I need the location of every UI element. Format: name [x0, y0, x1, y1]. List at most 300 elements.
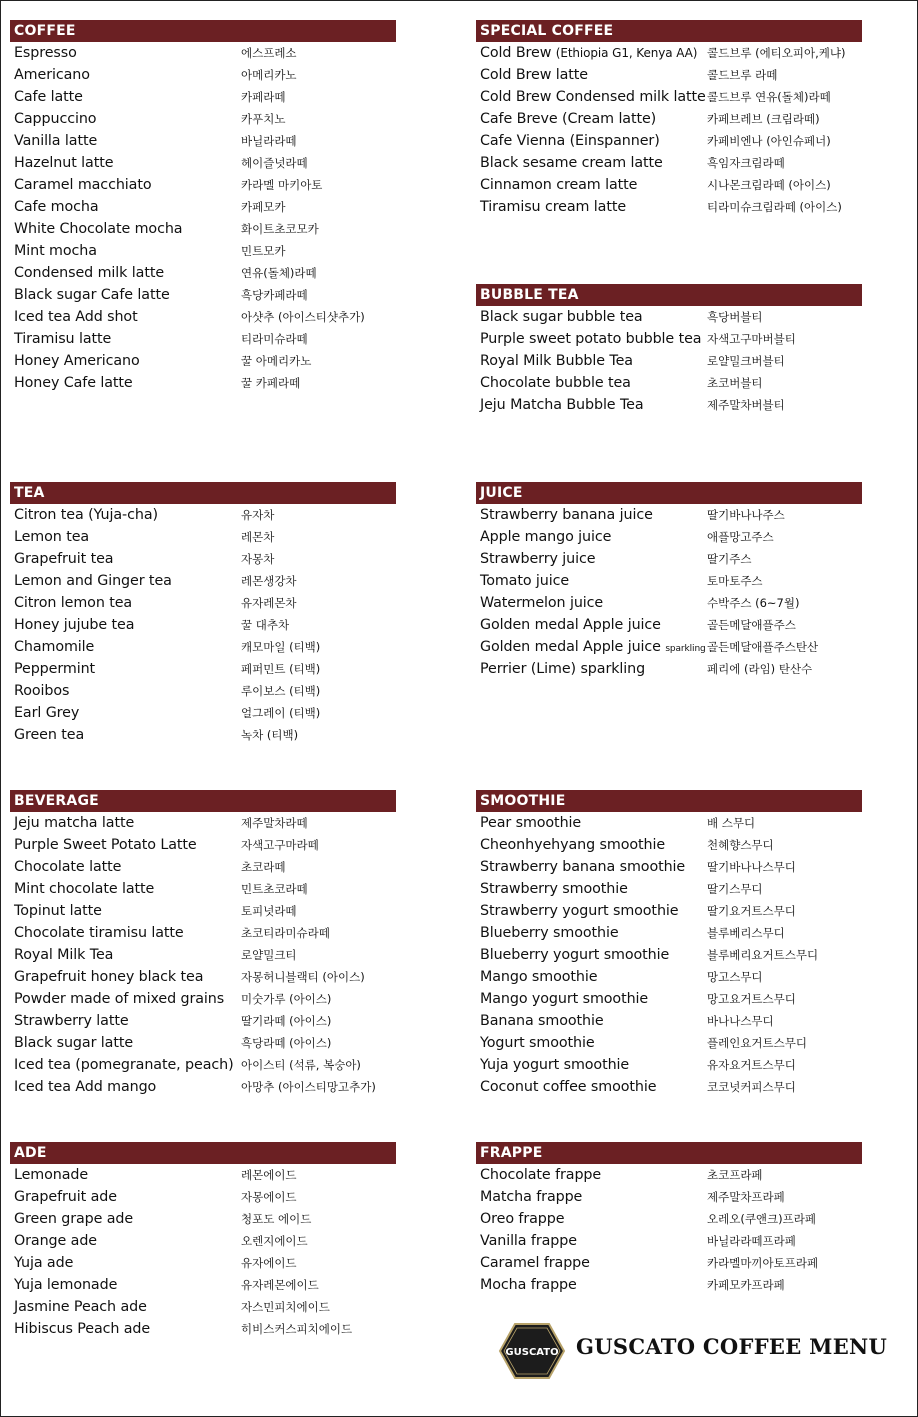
- item-name-en-text: Tiramisu latte: [14, 331, 112, 347]
- item-name-en: [480, 900, 678, 922]
- item-name-en-text: Condensed milk latte: [14, 265, 165, 281]
- item-name-en-text: Honey jujube tea: [14, 617, 135, 633]
- item-name-en: [480, 966, 597, 988]
- item-name-en-text: Tomato juice: [480, 573, 570, 589]
- section-title: TEA: [10, 482, 396, 504]
- menu-item: [14, 196, 396, 218]
- item-name-ko: 히비스커스피치에이드: [241, 1322, 353, 1336]
- item-name-en-text: Purple sweet potato bubble tea: [480, 331, 702, 347]
- item-name-ko: 제주말차프라페: [707, 1190, 785, 1204]
- item-name-en: [14, 1252, 73, 1274]
- item-name-en-text: Honey Cafe latte: [14, 375, 133, 391]
- item-name-en: [14, 680, 69, 702]
- menu-item: [14, 1296, 396, 1318]
- item-name-ko: 유자요거트스무디: [707, 1058, 796, 1072]
- item-name-ko: 헤이즐넛라떼: [241, 156, 308, 170]
- menu-item: [14, 966, 396, 988]
- menu-item: [480, 1230, 862, 1252]
- item-name-ko: 카라멜마끼아토프라페: [707, 1256, 819, 1270]
- item-name-ko: 화이트초코모카: [241, 222, 319, 236]
- menu-item: [14, 856, 396, 878]
- item-name-ko: 배 스무디: [707, 816, 756, 830]
- item-name-en-text: Cafe latte: [14, 89, 83, 105]
- item-name-en: [480, 42, 697, 64]
- item-name-en: [480, 526, 611, 548]
- menu-item: [14, 328, 396, 350]
- item-name-en-text: Caramel frappe: [480, 1255, 590, 1271]
- menu-item: [14, 350, 396, 372]
- item-name-en: [480, 86, 706, 108]
- item-name-ko: 자색고구마버블티: [707, 332, 796, 346]
- menu-item: [14, 1032, 396, 1054]
- item-name-en: [14, 1010, 129, 1032]
- item-name-ko: 자몽차: [241, 552, 275, 566]
- item-name-en: [14, 570, 172, 592]
- item-name-ko: 딸기스무디: [707, 882, 763, 896]
- item-name-en: [480, 64, 588, 86]
- item-name-en-text: Cold Brew Condensed milk latte: [480, 89, 706, 105]
- menu-item: [14, 42, 396, 64]
- item-name-en: [14, 86, 83, 108]
- item-name-en-text: Watermelon juice: [480, 595, 604, 611]
- menu-item: [14, 834, 396, 856]
- item-name-en: [480, 1076, 656, 1098]
- item-list: [476, 504, 862, 680]
- item-name-en: [480, 856, 685, 878]
- item-name-en: [480, 834, 665, 856]
- menu-item: [14, 174, 396, 196]
- item-name-en-text: Cafe Vienna (Einspanner): [480, 133, 660, 149]
- item-name-ko: 꿀 대추차: [241, 618, 290, 632]
- item-name-en: [14, 636, 94, 658]
- menu-item: [14, 306, 396, 328]
- item-name-en-text: Green tea: [14, 727, 85, 743]
- item-name-en-text: Cafe mocha: [14, 199, 99, 215]
- brand-block: [498, 1322, 898, 1380]
- item-name-ko: 카페라떼: [241, 90, 286, 104]
- item-name-en-text: Chocolate frappe: [480, 1167, 602, 1183]
- menu-item: [14, 1274, 396, 1296]
- item-name-en-text: Lemonade: [14, 1167, 89, 1183]
- item-name-en: [480, 1208, 564, 1230]
- menu-item: [480, 614, 862, 636]
- item-name-en: [14, 1318, 150, 1340]
- item-list: [476, 42, 862, 218]
- item-name-en-text: Grapefruit honey black tea: [14, 969, 204, 985]
- item-name-ko: 유자차: [241, 508, 275, 522]
- item-name-ko: 시나몬크림라떼 (아이스): [707, 178, 831, 192]
- item-name-en-text: Blueberry yogurt smoothie: [480, 947, 670, 963]
- item-name-ko: 골든메달애플주스탄산: [707, 640, 819, 654]
- item-name-en: [14, 218, 182, 240]
- menu-item: [480, 372, 862, 394]
- item-name-en-text: Iced tea (pomegranate, peach): [14, 1057, 234, 1073]
- item-name-en-text: Mango yogurt smoothie: [480, 991, 649, 1007]
- item-name-ko: 유자레몬차: [241, 596, 297, 610]
- item-name-en: [14, 130, 97, 152]
- item-name-ko: 코코넛커피스무디: [707, 1080, 796, 1094]
- item-name-en: [14, 658, 95, 680]
- item-name-en-text: Strawberry banana juice: [480, 507, 653, 523]
- section-juice: [476, 482, 862, 680]
- item-name-en: [14, 812, 134, 834]
- item-name-en: [14, 328, 111, 350]
- menu-item: [480, 636, 862, 658]
- item-name-en-text: Strawberry latte: [14, 1013, 129, 1029]
- menu-item: [480, 174, 862, 196]
- menu-item: [14, 1318, 396, 1340]
- item-name-en-text: Yuja lemonade: [14, 1277, 118, 1293]
- section-smoothie: [476, 790, 862, 1098]
- section-ade: [10, 1142, 396, 1340]
- item-name-ko: 아샷추 (아이스티샷추가): [241, 310, 365, 324]
- menu-item: [14, 108, 396, 130]
- item-name-en-text: Caramel macchiato: [14, 177, 152, 193]
- item-name-en: [14, 1054, 234, 1076]
- item-name-ko: 꿀 아메리카노: [241, 354, 312, 368]
- menu-item: [14, 86, 396, 108]
- item-name-ko: 바닐라라떼: [241, 134, 297, 148]
- item-name-en: [14, 1164, 88, 1186]
- item-name-en: [480, 306, 643, 328]
- item-name-en: [480, 394, 644, 416]
- item-name-en-text: Cold Brew latte: [480, 67, 588, 83]
- item-name-en-text: Earl Grey: [14, 705, 80, 721]
- item-name-ko: 초코프라페: [707, 1168, 763, 1182]
- item-name-ko: 카페모카: [241, 200, 286, 214]
- item-name-en: [480, 328, 701, 350]
- item-name-en: [14, 306, 138, 328]
- item-name-ko: 티라미슈라떼: [241, 332, 308, 346]
- menu-item: [480, 64, 862, 86]
- menu-item: [480, 878, 862, 900]
- item-name-ko: 페리에 (라임) 탄산수: [707, 662, 813, 676]
- item-name-ko: 아메리카노: [241, 68, 297, 82]
- section-coffee: [10, 20, 396, 394]
- item-name-ko: 카라멜 마키아토: [241, 178, 323, 192]
- item-name-en-text: Strawberry banana smoothie: [480, 859, 686, 875]
- item-name-ko: 페퍼민트 (티백): [241, 662, 321, 676]
- item-name-en-text: Chocolate latte: [14, 859, 122, 875]
- item-name-ko: 토피넛라떼: [241, 904, 297, 918]
- menu-item: [480, 1054, 862, 1076]
- item-name-en: [14, 900, 102, 922]
- section-title: BUBBLE TEA: [476, 284, 862, 306]
- item-name-en-text: Golden medal Apple juice: [480, 639, 661, 655]
- item-name-en-text: Black sugar bubble tea: [480, 309, 643, 325]
- menu-item: [480, 526, 862, 548]
- menu-item: [480, 306, 862, 328]
- item-name-ko: 티라미슈크림라떼 (아이스): [707, 200, 842, 214]
- item-name-ko: 미숫가루 (아이스): [241, 992, 332, 1006]
- item-name-en-text: Grapefruit tea: [14, 551, 114, 567]
- item-name-en-text: Banana smoothie: [480, 1013, 604, 1029]
- menu-item: [480, 1164, 862, 1186]
- item-name-en: [14, 152, 113, 174]
- item-name-en: [14, 988, 224, 1010]
- item-name-en-text: Chocolate tiramisu latte: [14, 925, 184, 941]
- menu-item: [480, 834, 862, 856]
- menu-item: [14, 658, 396, 680]
- menu-item: [14, 614, 396, 636]
- item-name-en: [14, 834, 197, 856]
- item-name-en-text: Mint mocha: [14, 243, 97, 259]
- item-name-en: [14, 350, 140, 372]
- section-frappe: [476, 1142, 862, 1296]
- item-name-ko: 흑당라떼 (아이스): [241, 1036, 332, 1050]
- menu-item: [480, 1186, 862, 1208]
- item-name-en-text: Pear smoothie: [480, 815, 582, 831]
- item-name-en-text: Iced tea Add shot: [14, 309, 138, 325]
- menu-item: [14, 592, 396, 614]
- item-name-ko: 에스프레소: [241, 46, 297, 60]
- menu-item: [480, 1076, 862, 1098]
- item-name-en: [14, 592, 132, 614]
- item-name-ko: 카페브레브 (크림라떼): [707, 112, 820, 126]
- menu-item: [14, 1230, 396, 1252]
- menu-item: [14, 548, 396, 570]
- item-name-en-text: Jasmine Peach ade: [14, 1299, 147, 1315]
- menu-item: [480, 1274, 862, 1296]
- item-name-en: [480, 1186, 582, 1208]
- item-name-en-text: Royal Milk Bubble Tea: [480, 353, 633, 369]
- menu-item: [480, 350, 862, 372]
- item-name-en: [14, 614, 134, 636]
- section-title: FRAPPE: [476, 1142, 862, 1164]
- item-name-en: [14, 1230, 97, 1252]
- item-name-en: [480, 130, 660, 152]
- menu-item: [480, 1032, 862, 1054]
- item-name-en: [14, 526, 89, 548]
- item-name-ko: 민트초코라떼: [241, 882, 308, 896]
- item-name-ko: 카페비엔나 (아인슈페너): [707, 134, 831, 148]
- menu-item: [14, 702, 396, 724]
- item-name-en: [480, 1274, 577, 1296]
- item-name-en-text: Yuja yogurt smoothie: [480, 1057, 630, 1073]
- item-name-en: [14, 856, 121, 878]
- item-name-ko: 토마토주스: [707, 574, 763, 588]
- item-name-en: [480, 350, 633, 372]
- menu-item: [480, 196, 862, 218]
- item-name-en-text: Perrier (Lime) sparkling: [480, 661, 646, 677]
- menu-item: [480, 504, 862, 526]
- item-name-ko: 로얄밀크티: [241, 948, 297, 962]
- menu-item: [14, 1164, 396, 1186]
- section-title: ADE: [10, 1142, 396, 1164]
- item-name-ko: 자색고구마라떼: [241, 838, 319, 852]
- item-name-en-text: Black sesame cream latte: [480, 155, 663, 171]
- item-list: [476, 812, 862, 1098]
- item-name-en: [14, 702, 79, 724]
- item-name-ko: 아망추 (아이스티망고추가): [241, 1080, 376, 1094]
- item-name-en: [480, 1054, 629, 1076]
- menu-item: [14, 988, 396, 1010]
- item-name-en-text: Strawberry juice: [480, 551, 596, 567]
- item-name-en-text: Espresso: [14, 45, 77, 61]
- item-name-ko: 딸기바나나주스: [707, 508, 785, 522]
- item-name-ko: 딸기라떼 (아이스): [241, 1014, 332, 1028]
- item-name-ko: 민트모카: [241, 244, 286, 258]
- section-beverage: [10, 790, 396, 1098]
- menu-item: [14, 724, 396, 746]
- menu-item: [14, 570, 396, 592]
- item-name-en-text: Apple mango juice: [480, 529, 612, 545]
- item-name-en-text: Lemon tea: [14, 529, 90, 545]
- item-name-en-text: Golden medal Apple juice: [480, 617, 661, 633]
- menu-item: [14, 240, 396, 262]
- item-name-en: [480, 614, 661, 636]
- item-name-ko: 연유(돌체)라떼: [241, 266, 317, 280]
- item-name-en-text: Vanilla frappe: [480, 1233, 577, 1249]
- menu-item: [480, 152, 862, 174]
- item-name-ko: 녹차 (티백): [241, 728, 299, 742]
- item-name-tiny: sparkling: [665, 644, 706, 654]
- item-name-ko: 자몽허니블랙티 (아이스): [241, 970, 365, 984]
- section-bubble-tea: [476, 284, 862, 416]
- item-name-en-text: Cold Brew: [480, 45, 552, 61]
- item-name-ko: 자몽에이드: [241, 1190, 297, 1204]
- item-name-ko: 오렌지에이드: [241, 1234, 308, 1248]
- item-name-ko: 아이스티 (석류, 복숭아): [241, 1058, 361, 1072]
- item-name-ko: 카푸치노: [241, 112, 286, 126]
- item-name-en: [480, 152, 663, 174]
- menu-item: [14, 900, 396, 922]
- item-name-ko: 초코버블티: [707, 376, 763, 390]
- item-name-en: [480, 1010, 604, 1032]
- section-title: JUICE: [476, 482, 862, 504]
- menu-item: [14, 1076, 396, 1098]
- item-name-ko: 제주말차라떼: [241, 816, 308, 830]
- item-name-ko: 청포도 에이드: [241, 1212, 312, 1226]
- item-name-en-text: Jeju Matcha Bubble Tea: [480, 397, 644, 413]
- item-name-ko: 딸기바나나스무디: [707, 860, 796, 874]
- item-name-en-text: Cheonhyehyang smoothie: [480, 837, 666, 853]
- item-name-ko: 딸기요거트스무디: [707, 904, 796, 918]
- item-name-en: [14, 42, 77, 64]
- item-name-ko: 콜드브루 라떼: [707, 68, 778, 82]
- item-name-en: [480, 636, 706, 660]
- menu-item: [480, 86, 862, 108]
- item-name-ko: 캐모마일 (티백): [241, 640, 321, 654]
- item-name-en: [480, 504, 653, 526]
- item-name-en-text: Citron tea (Yuja-cha): [14, 507, 158, 523]
- menu-item: [14, 372, 396, 394]
- item-name-ko: 루이보스 (티백): [241, 684, 321, 698]
- menu-item: [480, 988, 862, 1010]
- menu-item: [14, 152, 396, 174]
- item-name-en-text: Orange ade: [14, 1233, 98, 1249]
- item-name-en: [14, 240, 97, 262]
- item-name-en-text: Cafe Breve (Cream latte): [480, 111, 657, 127]
- item-name-en: [14, 966, 203, 988]
- item-name-en: [480, 372, 631, 394]
- menu-item: [480, 1252, 862, 1274]
- item-name-en-text: Purple Sweet Potato Latte: [14, 837, 197, 853]
- menu-item: [14, 878, 396, 900]
- item-name-en: [480, 944, 669, 966]
- item-name-en: [480, 1230, 577, 1252]
- item-name-ko: 바닐라라떼프라페: [707, 1234, 796, 1248]
- item-name-ko: 초코티라미슈라떼: [241, 926, 330, 940]
- item-name-ko: 애플망고주스: [707, 530, 774, 544]
- item-name-en-text: Black sugar Cafe latte: [14, 287, 170, 303]
- item-name-en: [14, 174, 151, 196]
- menu-item: [480, 856, 862, 878]
- item-name-en-text: Americano: [14, 67, 90, 83]
- menu-item: [480, 966, 862, 988]
- menu-item: [480, 812, 862, 834]
- item-name-ko: 흑당카페라떼: [241, 288, 308, 302]
- menu-item: [14, 922, 396, 944]
- item-name-ko: 유자레몬에이드: [241, 1278, 319, 1292]
- item-list: [10, 504, 396, 746]
- menu-item: [480, 548, 862, 570]
- item-name-ko: 레몬에이드: [241, 1168, 297, 1182]
- item-name-en-text: Jeju matcha latte: [14, 815, 135, 831]
- section-tea: [10, 482, 396, 746]
- item-name-en: [480, 988, 648, 1010]
- menu-item: [14, 1186, 396, 1208]
- item-name-en-text: Black sugar latte: [14, 1035, 134, 1051]
- item-name-ko: 바나나스무디: [707, 1014, 774, 1028]
- item-name-ko: 수박주스 (6~7월): [707, 596, 800, 610]
- item-name-en: [14, 1208, 133, 1230]
- item-list: [10, 812, 396, 1098]
- item-name-en: [14, 372, 133, 394]
- item-name-ko: 로얄밀크버블티: [707, 354, 785, 368]
- item-name-ko: 레몬생강차: [241, 574, 297, 588]
- item-name-ko: 골든메달애플주스: [707, 618, 796, 632]
- item-name-en-text: Cappuccino: [14, 111, 97, 127]
- section-title: SMOOTHIE: [476, 790, 862, 812]
- item-name-en-text: Chocolate bubble tea: [480, 375, 631, 391]
- menu-item: [14, 218, 396, 240]
- item-name-en-text: Vanilla latte: [14, 133, 98, 149]
- menu-item: [480, 108, 862, 130]
- section-title: BEVERAGE: [10, 790, 396, 812]
- item-name-en-text: Blueberry smoothie: [480, 925, 619, 941]
- menu-item: [480, 922, 862, 944]
- item-name-en-text: Oreo frappe: [480, 1211, 565, 1227]
- item-name-en: [14, 504, 158, 526]
- item-name-en: [14, 284, 170, 306]
- menu-item: [480, 944, 862, 966]
- item-list: [10, 1164, 396, 1340]
- menu-item: [14, 526, 396, 548]
- item-name-ko: 유자에이드: [241, 1256, 297, 1270]
- menu-item: [14, 64, 396, 86]
- menu-item: [480, 658, 862, 680]
- item-list: [476, 306, 862, 416]
- item-name-en-text: Powder made of mixed grains: [14, 991, 225, 1007]
- section-special-coffee: [476, 20, 862, 218]
- menu-item: [14, 130, 396, 152]
- item-name-ko: 초코라떼: [241, 860, 286, 874]
- menu-item: [14, 636, 396, 658]
- item-name-en-text: Green grape ade: [14, 1211, 134, 1227]
- menu-item: [480, 900, 862, 922]
- item-name-en: [14, 1076, 156, 1098]
- item-name-en-text: Hazelnut latte: [14, 155, 114, 171]
- item-name-ko: 콜드브루 연유(돌체)라떼: [707, 90, 831, 104]
- item-name-ko: 레몬차: [241, 530, 275, 544]
- item-name-ko: 제주말차버블티: [707, 398, 785, 412]
- item-name-en: [14, 878, 154, 900]
- menu-item: [480, 592, 862, 614]
- item-name-en-text: White Chocolate mocha: [14, 221, 183, 237]
- menu-item: [14, 284, 396, 306]
- item-name-en: [480, 878, 628, 900]
